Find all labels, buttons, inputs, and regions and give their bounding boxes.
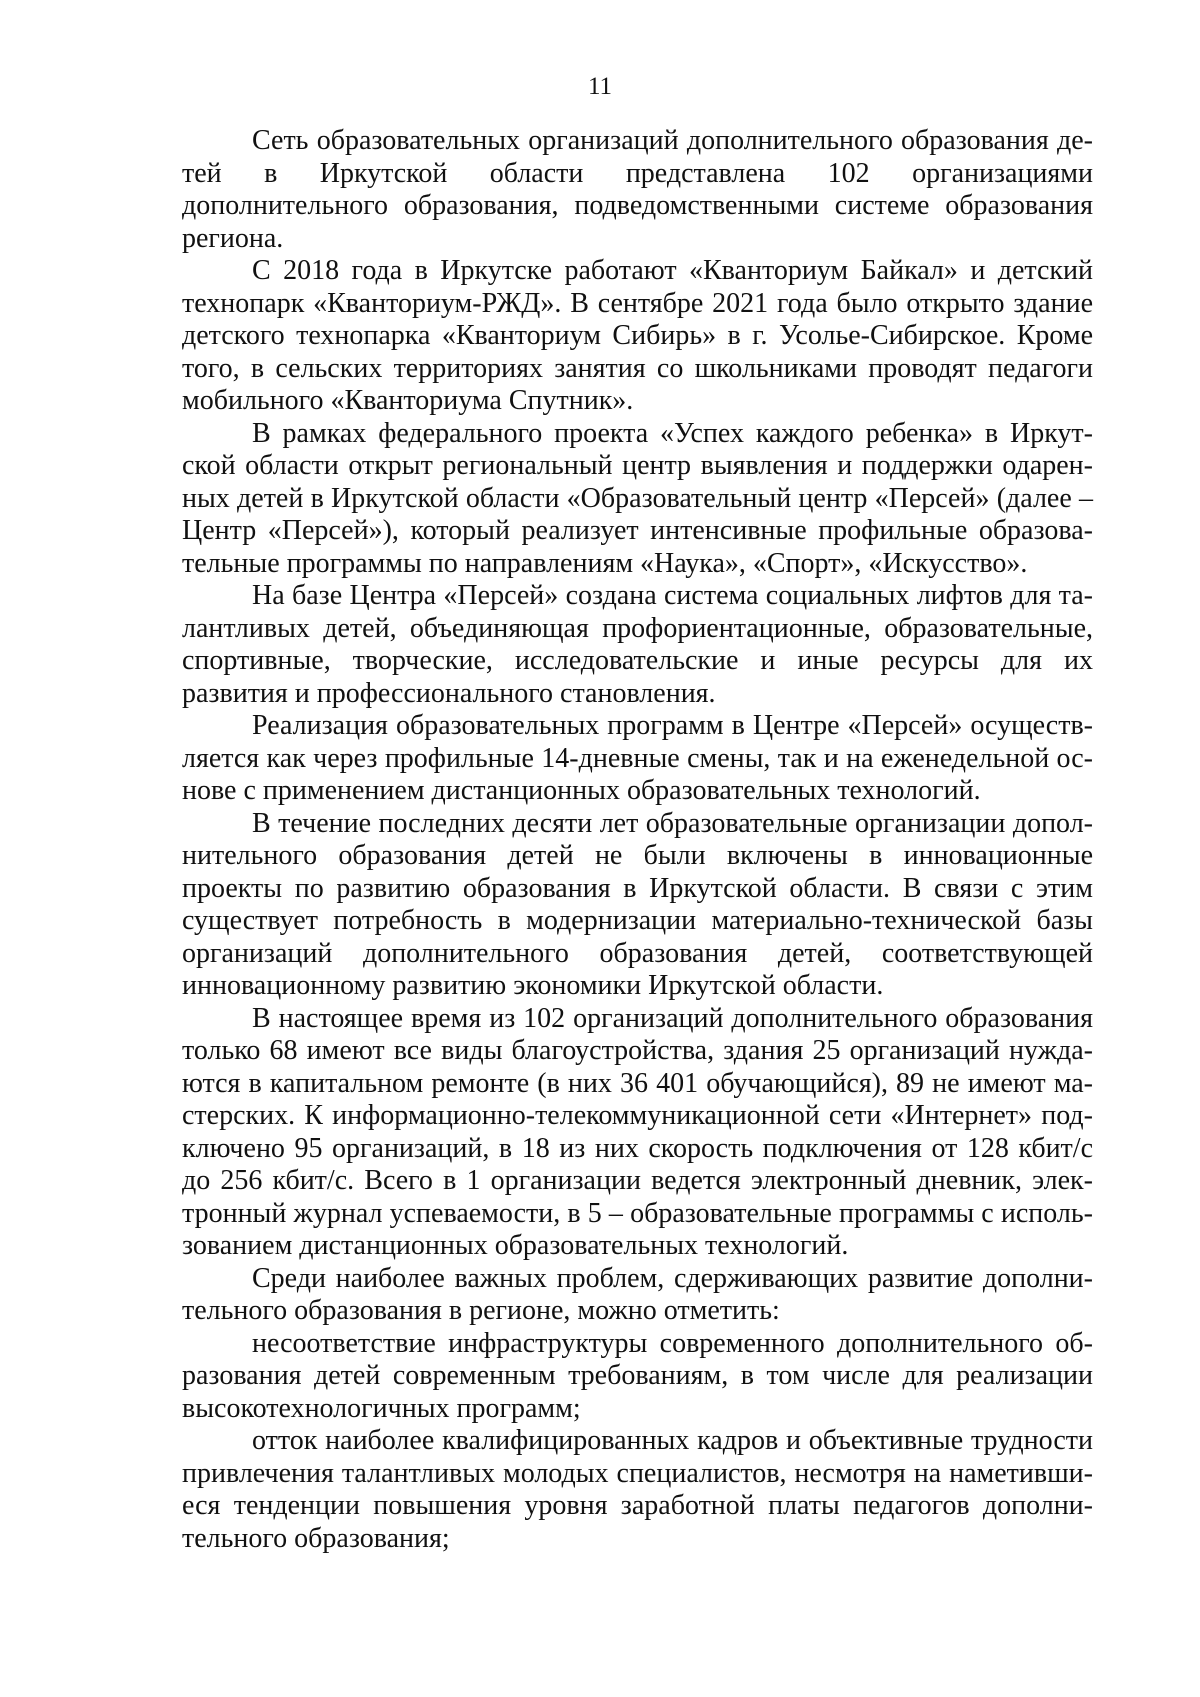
- paragraph: отток наиболее квалифицированных кадров и объективные трудности привлечения талантливых молодых специалистов, несмотря на наметившиеся тенденции повышения уровня заработной платы педагогов дополнительного образования;: [182, 1425, 1093, 1554]
- paragraph: Сеть образовательных организаций дополнительного образования детей в Иркутской области представлена 102 организациями дополнительного образования, подведомственными системе образования региона.: [182, 125, 1093, 254]
- page-number: 11: [587, 73, 613, 100]
- paragraph: несоответствие инфраструктуры современного дополнительного образования детей современным требованиям, в том числе для реализации высокотехнологичных программ;: [182, 1327, 1093, 1424]
- paragraph: В настоящее время из 102 организаций дополнительного образования только 68 имеют все виды благоустройства, здания 25 организаций нуждаются в капитальном ремонте (в них 36 401 обучающийся), 89 не имеют мастерских. К информационно-телекоммуникационной сети «Интернет» подключено 95 организаций, в 18 из них скорость подключения от 128 кбит/с до 256 кбит/с. Всего в 1 организации ведется электронный дневник, электронный журнал успеваемости, в 5 – образовательные программы с использованием дистанционных образовательных технологий.: [182, 1002, 1093, 1261]
- paragraph: С 2018 года в Иркутске работают «Кванториум Байкал» и детский технопарк «Кванториум-РЖД». В сентябре 2021 года было открыто здание детского технопарка «Кванториум Сибирь» в г. Усолье-Сибирское. Кроме того, в сельских территориях занятия со школьниками проводят педагоги мобильного «Кванториума Спутник».: [182, 255, 1093, 416]
- paragraph: Среди наиболее важных проблем, сдерживающих развитие дополнительного образования в регионе, можно отметить:: [182, 1262, 1093, 1326]
- paragraph: Реализация образовательных программ в Центре «Персей» осуществляется как через профильные 14-дневные смены, так и на еженедельной основе с применением дистанционных образовательных технологий.: [182, 710, 1093, 806]
- paragraph: В рамках федерального проекта «Успех каждого ребенка» в Иркутской области открыт региональный центр выявления и поддержки одаренных детей в Иркутской области «Образовательный центр «Персей» (далее – Центр «Персей»), который реализует интенсивные профильные образовательные программы по направлениям «Наука», «Спорт», «Искусство».: [182, 417, 1093, 579]
- paragraph: На базе Центра «Персей» создана система социальных лифтов для талантливых детей, объединяющая профориентационные, образовательные, спортивные, творческие, исследовательские и иные ресурсы для их развития и профессионального становления.: [182, 580, 1093, 709]
- paragraph: В течение последних десяти лет образовательные организации дополнительного образования детей не были включены в инновационные проекты по развитию образования в Иркутской области. В связи с этим существует потребность в модернизации материально-технической базы организаций дополнительного образования детей, соответствующей инновационному развитию экономики Иркутской области.: [182, 807, 1093, 1001]
- body-text: [182, 125, 1093, 1555]
